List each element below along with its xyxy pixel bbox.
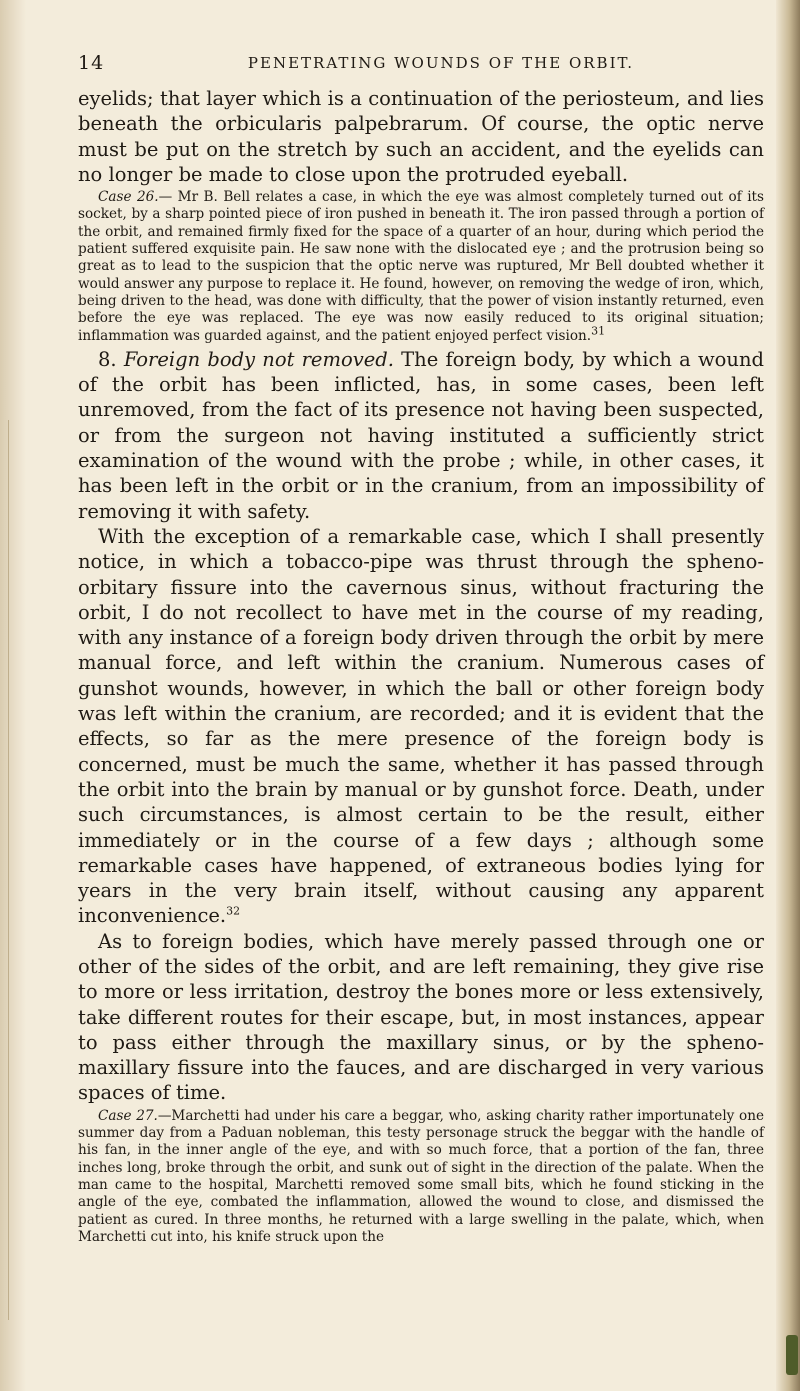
case-26-text: — Mr B. Bell relates a case, in which the eye was almost completely turned out of its socket, by a sharp pointed piece of iron pushed in beneath it. The iron passed through a portion of the orbit, and remained firmly fixed for the space of a quarter of an hour, during which period the patient suffered exquisite pain. He saw none with the dislocated eye ; and the protrusion being so great as to lead to the suspicion that the optic nerve was ruptured, Mr Bell doubted whether it would answer any purpose to replace it. He found, however, on removing the wedge of iron, which, being driven to the head, was done with difficulty, that the power of vision instantly returned, even before the eye was replaced. The eye was now easily reduced to its original situation; inflammation was guarded against, and the patient enjoyed perfect vision. (78, 189, 764, 344)
page-left-edge-shadow (0, 0, 26, 1391)
page-header (78, 52, 764, 86)
section-8-heading: Foreign body not removed. (123, 347, 394, 371)
footnote-ref-31: 31 (591, 324, 606, 338)
paragraph-tobacco-pipe-text: With the exception of a remarkable case, which I shall presently notice, in which a tobacco-pipe was thrust through the spheno-orbitary fissure into the cavernous sinus, without fracturing the orbit, I do not recollect to have met in the course of my reading, with any instance of a foreign body driven through the orbit by mere manual force, and left within the cranium. Numerous cases of gunshot wounds, however, in which the ball or other foreign body was left within the cranium, are recorded; and it is evident that the effects, so far as the mere presence of the foreign body is concerned, must be much the same, whether it has passed through the orbit into the brain by manual or by gunshot force. Death, under such circumstances, is almost certain to be the result, either immediately or in the course of a few days ; although some remarkable cases have happened, of extraneous bodies lying for years in the very brain itself, without causing any apparent inconvenience. (78, 524, 764, 928)
case-27-text: —Marchetti had under his care a beggar, who, asking charity rather importunately one summer day from a Paduan nobleman, this testy personage struck the beggar with the handle of his fan, in the inner angle of the eye, and with so much force, that a portion of the fan, three inches long, broke through the orbit, and sunk out of sight in the direction of the palate. When the man came to the hospital, Marchetti removed some small bits, which he found sticking in the angle of the eye, combated the inflammation, allowed the wound to close, and dismissed the patient as cured. In three months, he returned with a large swelling in the palate, which, when Marchetti cut into, his knife struck upon the (78, 1107, 764, 1245)
case-27-label: Case 27. (98, 1107, 158, 1124)
page-left-fold-line (8, 420, 9, 1320)
paragraph-tobacco-pipe (78, 524, 764, 929)
running-title: PENETRATING WOUNDS OF THE ORBIT. (247, 54, 635, 72)
section-8-number: 8. (98, 347, 117, 371)
page-right-edge-shadow (776, 0, 800, 1391)
paragraph-foreign-bodies: As to foreign bodies, which have merely passed through one or other of the sides of the orbit, and are left remaining, they give rise to more or less irritation, destroy the bones more or less extensively, take different routes for their escape, but, in most instances, appear to pass either through the maxillary sinus, or by the spheno-maxillary fissure into the fauces, and are discharged in very various spaces of time. (78, 929, 764, 1105)
footnote-ref-32: 32 (226, 904, 241, 918)
case-26-label: Case 26. (98, 189, 159, 206)
section-8-text: The foreign body, by which a wound of the orbit has been inflicted, has, in some cases, been left unremoved, from the fact of its presence not having been suspected, or from the surgeon not having instituted a sufficiently strict examination of the wound with the probe ; while, in other cases, it has been left in the orbit or in the cranium, from an impossibility of removing it with safety. (78, 347, 764, 523)
page-edge-stain (786, 1335, 798, 1375)
book-page (78, 52, 764, 1246)
paragraph-eyelids: eyelids; that layer which is a continuation of the periosteum, and lies beneath the orbicularis palpebrarum. Of course, the optic nerve must be put on the stretch by such an accident, and the eyelids can no longer be made to close upon the protruded eyeball. (78, 87, 764, 186)
section-8-paragraph (78, 347, 764, 524)
page-number: 14 (78, 52, 105, 74)
case-26-paragraph (78, 189, 764, 345)
case-27-paragraph (78, 1108, 764, 1246)
